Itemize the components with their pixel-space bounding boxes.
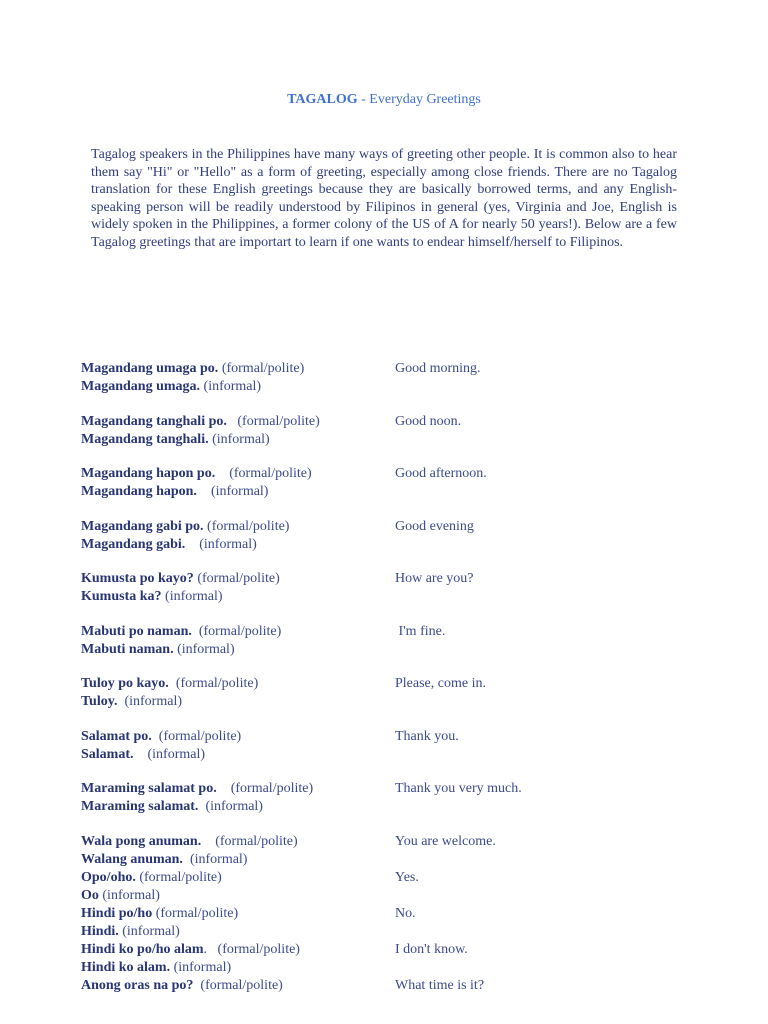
english-meaning: What time is it? [395,977,485,993]
informal-note: (informal) [173,641,235,657]
formal-line [81,675,701,693]
informal-note: (informal) [98,887,160,903]
greeting-entry [81,518,701,554]
formal-line [81,728,701,746]
greeting-entry [81,941,701,977]
formal-line [81,833,701,851]
english-meaning: You are welcome. [395,833,496,849]
formal-phrase: Anong oras na po? [81,977,194,993]
informal-phrase: Hindi. [81,923,119,939]
informal-line [81,798,701,816]
greeting-entry [81,905,701,941]
informal-phrase: Hindi ko alam. [81,959,171,975]
formal-line [81,413,701,431]
informal-phrase: Oo [81,887,99,903]
formal-line [81,360,701,378]
formal-phrase: Kumusta po kayo? [81,571,194,586]
page-title [0,91,768,109]
informal-line [81,378,701,396]
english-meaning: Thank you very much. [395,781,522,796]
english-meaning: Yes. [395,869,419,885]
formal-line [81,780,701,798]
informal-phrase: Maraming salamat. [81,799,199,814]
formal-note: (formal/polite) [168,676,259,691]
formal-note: (formal/polite) [201,833,298,849]
formal-line [81,570,701,588]
informal-phrase: Mabuti naman. [81,641,174,657]
formal-note: (formal/polite) [193,977,283,993]
informal-line [81,693,701,711]
english-meaning: How are you? [395,571,474,586]
informal-phrase: Kumusta ka? [81,589,162,604]
formal-phrase: Maraming salamat po. [81,781,217,796]
informal-note: (informal) [208,431,270,447]
formal-note: . (formal/polite) [203,941,300,957]
formal-note: (formal/polite) [152,905,239,921]
informal-phrase: Tuloy. [81,694,118,709]
formal-phrase: Magandang hapon po. [81,466,216,481]
greeting-entry [81,360,701,396]
formal-note: (formal/polite) [193,571,280,586]
formal-phrase: Wala pong anuman. [81,833,202,849]
informal-line [81,431,701,449]
greeting-entry [81,977,701,995]
formal-line [81,869,701,887]
formal-note: (formal/polite) [203,518,290,534]
formal-note: (formal/polite) [191,623,282,639]
formal-note: (formal/polite) [151,728,242,744]
informal-line [81,588,701,606]
informal-note: (informal) [170,959,232,975]
greeting-entry [81,570,701,606]
informal-line [81,746,701,764]
formal-note: (formal/polite) [135,869,222,885]
formal-phrase: Mabuti po naman. [81,623,192,639]
english-meaning: Good evening [395,518,474,534]
informal-note: (informal) [117,694,182,709]
informal-note: (informal) [118,923,180,939]
informal-note: (informal) [200,379,262,394]
formal-note: (formal/polite) [215,466,312,481]
english-meaning: I'm fine. [395,623,446,639]
informal-note: (informal) [196,484,269,499]
informal-line [81,887,701,905]
formal-note: (formal/polite) [226,413,320,429]
informal-line [81,641,701,659]
informal-phrase: Magandang gabi. [81,536,186,552]
formal-line [81,623,701,641]
informal-note: (informal) [198,799,263,814]
formal-line [81,941,701,959]
formal-line [81,518,701,536]
formal-phrase: Magandang gabi po. [81,518,204,534]
formal-phrase: Hindi ko po/ho alam [81,941,204,957]
formal-phrase: Magandang umaga po. [81,361,219,376]
greeting-entry [81,869,701,905]
intro-paragraph: Tagalog speakers in the Philippines have many ways of greeting other people. It is common also to hear them say "Hi" or "Hello" as a form of greeting, especially among close friends. There are no Tagalog translation for these English greetings because they are basically borrowed terms, and any English-speaking person will be readily understood by Filipinos in general (yes, Virginia and Joe, English is widely spoken in the Philippines, a former colony of the US of A for nearly 50 years!). Below are a few Tagalog greetings that are importart to learn if one wants to endear himself/herself to Filipinos. [91,147,677,250]
formal-line [81,465,701,483]
english-meaning: Good morning. [395,361,481,376]
formal-note: (formal/polite) [216,781,314,796]
greeting-entry [81,728,701,764]
greeting-entry [81,675,701,711]
informal-phrase: Magandang umaga. [81,379,201,394]
formal-note: (formal/polite) [218,361,305,376]
english-meaning: Good afternoon. [395,466,487,481]
title-subject: - Everyday Greetings [357,92,481,107]
greeting-entry [81,623,701,659]
informal-note: (informal) [185,536,257,552]
greeting-entry [81,833,701,869]
english-meaning: Thank you. [395,728,459,744]
english-meaning: No. [395,905,416,921]
formal-phrase: Tuloy po kayo. [81,676,169,691]
informal-line [81,923,701,941]
informal-phrase: Salamat. [81,746,134,762]
informal-note: (informal) [161,589,223,604]
informal-line [81,851,701,869]
informal-note: (informal) [133,746,206,762]
greeting-entry [81,465,701,501]
formal-phrase: Magandang tanghali po. [81,413,227,429]
formal-phrase: Salamat po. [81,728,152,744]
title-language: TAGALOG [287,92,358,107]
informal-phrase: Magandang hapon. [81,484,197,499]
informal-phrase: Walang anuman. [81,851,183,867]
english-meaning: Please, come in. [395,676,486,691]
informal-line [81,536,701,554]
english-meaning: Good noon. [395,413,462,429]
greetings-list [81,360,701,995]
english-meaning: I don't know. [395,941,468,957]
formal-phrase: Hindi po/ho [81,905,153,921]
informal-line [81,483,701,501]
formal-line [81,977,701,995]
formal-line [81,905,701,923]
greeting-entry [81,413,701,449]
greeting-entry [81,780,701,816]
informal-phrase: Magandang tanghali. [81,431,209,447]
informal-note: (informal) [182,851,248,867]
formal-phrase: Opo/oho. [81,869,136,885]
informal-line [81,959,701,977]
